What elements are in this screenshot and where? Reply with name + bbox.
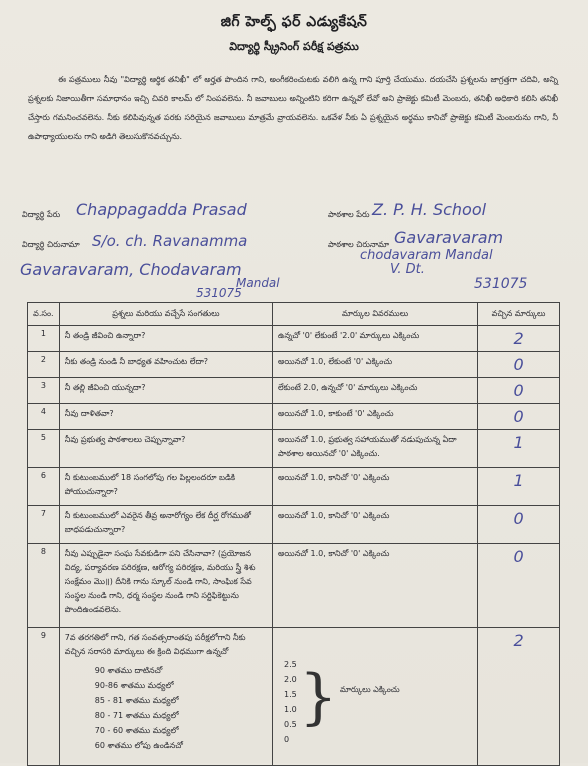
table-row	[28, 404, 560, 430]
row-question: నీవు దాళితవా?	[59, 404, 272, 430]
row-question-text: 7వ తరగతిలో గాని, గత సంవత్సరాంతపు పరీక్షలోగాని నీకు వచ్చిన సరాసరి మార్కులు ఈ క్రింది విధముగా ఉన్నచో	[64, 633, 246, 656]
row-number: 3	[28, 378, 60, 404]
pin-code-left: 531075	[196, 286, 242, 300]
form-subtitle: విద్యార్థి స్క్రీనింగ్ పరీక్ష పత్రము	[229, 40, 359, 53]
row-question: నీకు తండ్రి నుండి నీ బాధ్యత వహించుట లేదా?	[59, 352, 272, 378]
school-value[interactable]: Z. P. H. School	[372, 200, 487, 219]
score-value: 1	[513, 471, 524, 490]
table-row	[28, 430, 560, 468]
grade-range: 60 శాతము లోపు ఉండినచో	[94, 741, 183, 750]
row-marks-rule	[273, 628, 478, 766]
address-label: విద్యార్థి చిరునామా	[22, 240, 80, 249]
grade-range: 90 శాతము దాటినచో	[94, 666, 163, 675]
table-row	[28, 628, 560, 766]
school-address-line-2: chodavaram Mandal	[360, 248, 493, 263]
score-value: 1	[513, 433, 524, 452]
row-number: 7	[28, 506, 60, 544]
grade-mark: 1.5	[284, 690, 297, 699]
row-number: 5	[28, 430, 60, 468]
row-score[interactable]	[478, 378, 560, 404]
table-header-row	[28, 303, 560, 326]
grade-marks-list	[284, 657, 297, 747]
row-number: 6	[28, 468, 60, 506]
row-marks-rule: అయినచో 1.0, లేకుంటే '0' ఎక్కించు	[273, 352, 478, 378]
instructions-text: ఈ పత్రములు నీవు "విద్యార్థి ఆర్థిక తనిఖీ" లో అర్హత పొందిన గాని, అంగీకరించుటకు వలిగి ఉన్న గాని పూర్తి చేయుము. దయచేసి ప్రశ్నలను జాగ్రత్తగా చదివి, అన్ని ప్రశ్నలకు నిజాయితీగా సమాధానం ఇచ్చి చివరి కాలమ్ లో నింపవలెను. నీ జవాబులు అన్నింటిని కరిగా ఉన్నవో లేవో అని ప్రాజెక్టు కమిటీ మెంబరు, తనిఖీ అధికారి కలిసి తనిఖీ చేస్తారు గమనించవలెను. నీకు కలిపివున్నత పరకు సరియైన జవాబులు మాత్రమే వ్రాయవలెను. ఒకవేళ నీకు ఏ ప్రశ్నయైన అర్థము కానిచో ప్రాజెక్టు కమిటీ మెంబరును గాని, నీ ఉపాధ్యాయులను గాని అడిగి తెలుసుకొనవచ్చును.	[28, 75, 558, 141]
address-value[interactable]: S/o. ch. Ravanamma	[92, 232, 248, 250]
row-score[interactable]	[478, 430, 560, 468]
school-address-label: పాఠశాల చిరునామా	[328, 240, 389, 249]
row-marks-rule: అయినచో 1.0, ప్రభుత్వ సహాయముతో నడుపుచున్న ఏదా పాఠశాల అయినచో '0' ఎక్కించు.	[273, 430, 478, 468]
grade-range: 70 - 60 శాతము మధ్యలో	[94, 726, 179, 735]
row-number: 9	[28, 628, 60, 766]
score-value: 2	[513, 631, 524, 650]
row-score[interactable]	[478, 468, 560, 506]
row-marks-rule: లేకుంటే 2.0, ఉన్నచో '0' మార్కులు ఎక్కించు	[273, 378, 478, 404]
row-number: 8	[28, 544, 60, 628]
row-question: నీ తండ్రి జీవించి ఉన్నారా?	[59, 326, 272, 352]
grade-marks-label: మార్కులు ఎక్కించు	[340, 685, 400, 694]
row-marks-rule: అయినచో 1.0, కాకుంటే '0' ఎక్కించు	[273, 404, 478, 430]
instructions-paragraph	[28, 70, 558, 146]
table-row	[28, 326, 560, 352]
table-row	[28, 544, 560, 628]
school-label: పాఠశాల పేరు	[328, 210, 370, 219]
score-value: 0	[513, 509, 524, 528]
row-score[interactable]	[478, 326, 560, 352]
score-value: 0	[513, 381, 524, 400]
row-marks-rule: అయినచో 1.0, కానిచో '0' ఎక్కించు	[273, 544, 478, 628]
name-value[interactable]: Chappagadda Prasad	[76, 200, 247, 219]
grade-mark: 0.5	[284, 720, 297, 729]
row-question	[59, 628, 272, 766]
row-question: నీవు ఎప్పుడైనా సంఘ సేవకుడిగా పని చేసినావా? (ప్రయోజన విద్య, పర్యావరణ పరిరక్షణ, ఆరోగ్య పరిరక్షణ, మరియు స్త్రీ శిశు సంక్షేమం మొ॥) దీనికి గాను స్కూల్ నుండి గాని, సాంఘిక సేవ సంస్థల నుండి గాని, ధర్మ సంస్థల నుండి గాని సర్టిఫికెట్టును పొందిఉండవలెను.	[59, 544, 272, 628]
curly-brace: }	[299, 662, 338, 732]
col-header-marks-scored: వచ్చిన మార్కులు	[478, 303, 560, 326]
grade-mark: 2.5	[284, 660, 297, 669]
grade-range-list	[95, 663, 267, 753]
table-row	[28, 352, 560, 378]
table-row	[28, 378, 560, 404]
row-score[interactable]	[478, 628, 560, 766]
questions-table	[27, 302, 560, 766]
name-label: విద్యార్థి పేరు	[22, 210, 61, 219]
row-score[interactable]	[478, 544, 560, 628]
form-title: జిగ్ హెల్ఫ్ ఫర్ ఎడ్యుకేషన్	[220, 14, 368, 30]
pin-code-right: 531075	[474, 276, 528, 292]
score-value: 2	[513, 329, 524, 348]
grade-mark: 0	[284, 735, 290, 744]
row-question: నీ కుటుంబములో 18 సంగలోపు గల పిల్లలందరూ బడికి పోయుచున్నారా?	[59, 468, 272, 506]
row-score[interactable]	[478, 404, 560, 430]
row-question: నీవు ప్రభుత్వ పాఠశాలలు చెప్పున్నావా?	[59, 430, 272, 468]
row-score[interactable]	[478, 506, 560, 544]
table-row	[28, 468, 560, 506]
row-score[interactable]	[478, 352, 560, 378]
grade-mark: 1.0	[284, 705, 297, 714]
grade-mark: 2.0	[284, 675, 297, 684]
row-marks-rule: అయినచో 1.0, కానిచో '0' ఎక్కించు	[273, 468, 478, 506]
address-line-2: Gavaravaram, Chodavaram	[20, 260, 242, 279]
score-value: 0	[513, 355, 524, 374]
table-row	[28, 506, 560, 544]
school-address-line-3: V. Dt.	[390, 262, 425, 277]
grade-range: 90-86 శాతము మధ్యలో	[94, 681, 174, 690]
row-marks-rule: ఉన్నచో '0' లేకుంటే '2.0' మార్కులు ఎక్కించు	[273, 326, 478, 352]
row-question: నీ కుటుంబములో ఎవరైన తీవ్ర అనారోగ్యం లేక దీర్ఘ రోగముతో బాధపడుచున్నారా?	[59, 506, 272, 544]
score-value: 0	[513, 547, 524, 566]
row-marks-rule: అయినచో 1.0, కానిచో '0' ఎక్కించు	[273, 506, 478, 544]
row-number: 2	[28, 352, 60, 378]
row-number: 1	[28, 326, 60, 352]
school-address-value[interactable]: Gavaravaram	[394, 228, 504, 247]
row-number: 4	[28, 404, 60, 430]
col-header-question: ప్రశ్నలు మరియు వచ్చేసే సంగతులు	[59, 303, 272, 326]
address-line-3: Mandal	[236, 276, 280, 290]
grade-range: 80 - 71 శాతము మధ్యలో	[94, 711, 179, 720]
col-header-marks-details: మార్కుల వివరములు	[273, 303, 478, 326]
row-question: నీ తల్లి జీవించి యున్నదా?	[59, 378, 272, 404]
col-header-serial: వ.సం.	[28, 303, 60, 326]
grade-range: 85 - 81 శాతము మధ్యలో	[94, 696, 179, 705]
score-value: 0	[513, 407, 524, 426]
